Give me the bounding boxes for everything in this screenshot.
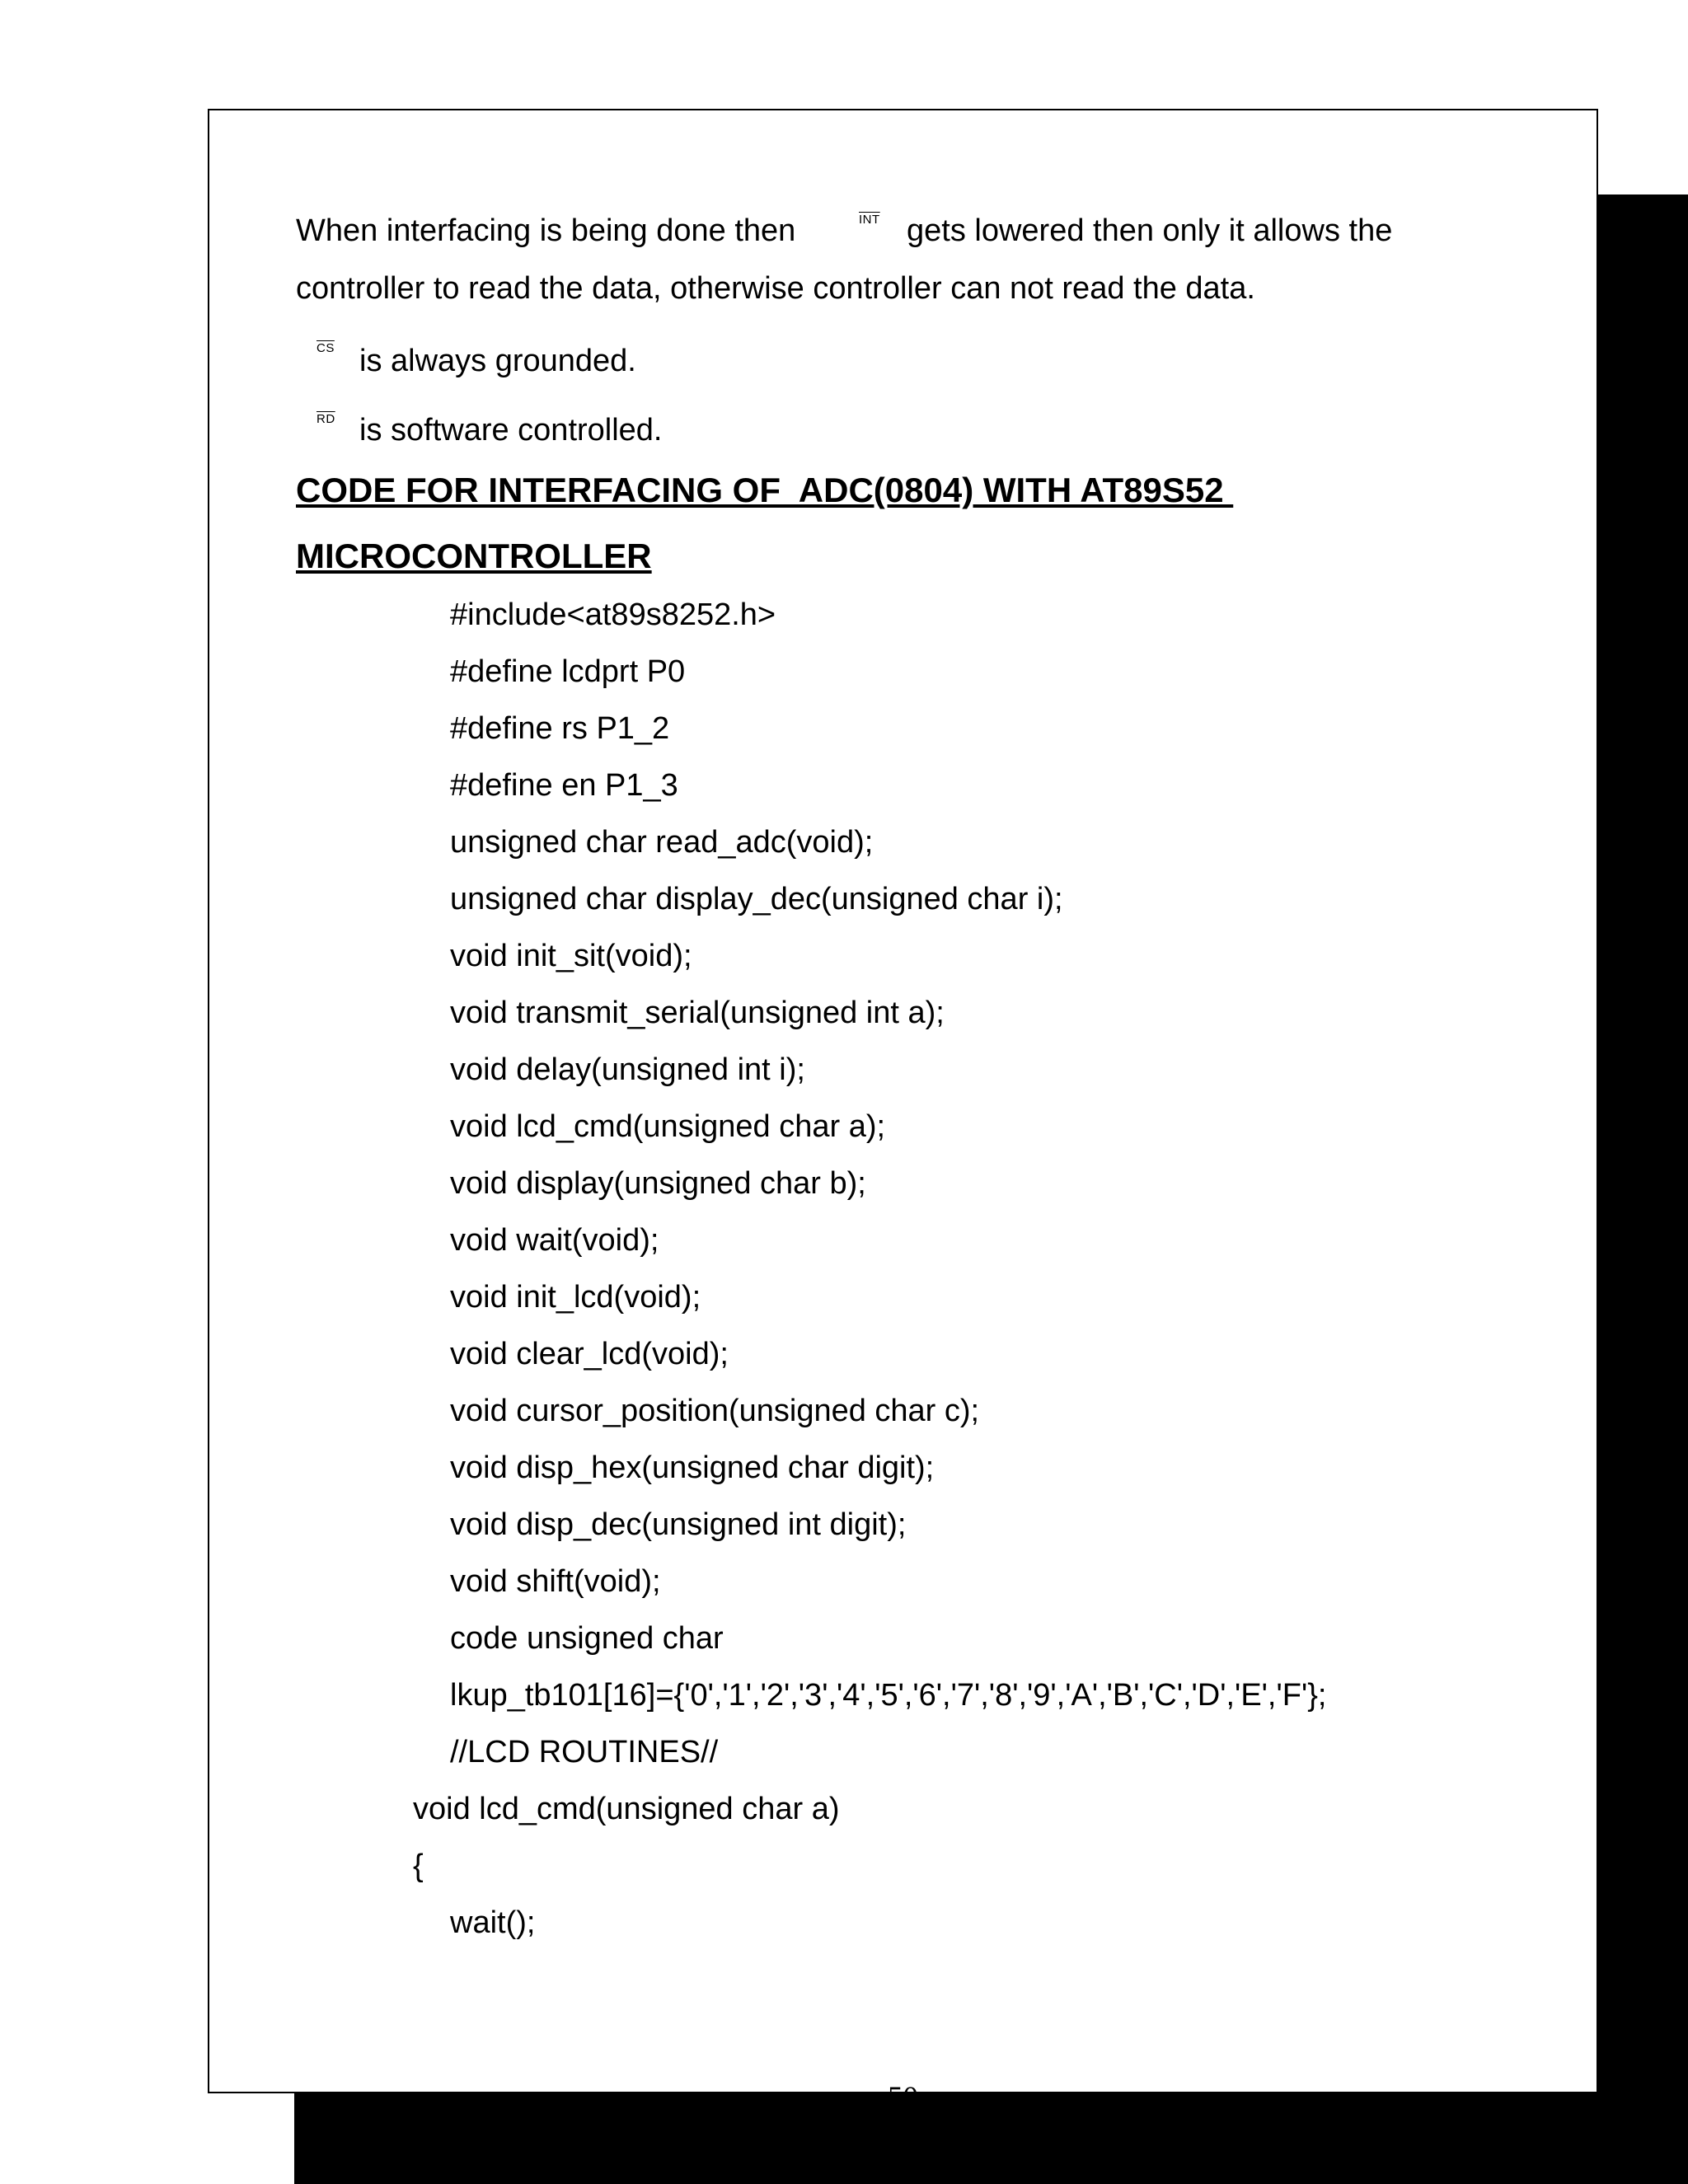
code-line: code unsigned char (450, 1621, 724, 1656)
intro-line-1-start: When interfacing is being done then (296, 213, 796, 248)
code-line: unsigned char read_adc(void); (450, 825, 874, 860)
code-line: void wait(void); (450, 1223, 659, 1258)
code-line: unsigned char display_dec(unsigned char i); (450, 882, 1063, 916)
code-line: #include<at89s8252.h> (450, 598, 776, 632)
intro-line-1-end: gets lowered then only it allows the (907, 213, 1393, 248)
code-line: void shift(void); (450, 1564, 661, 1599)
code-line: void cursor_position(unsigned char c); (450, 1394, 980, 1428)
rd-text: is software controlled. (359, 413, 663, 448)
code-line: void init_lcd(void); (450, 1280, 701, 1315)
code-line: void disp_dec(unsigned int digit); (450, 1507, 907, 1542)
code-line: #define lcdprt P0 (450, 654, 686, 689)
intro-line-2: controller to read the data, otherwise controller can not read the data. (296, 271, 1255, 306)
code-line: lkup_tb101[16]={'0','1','2','3','4','5','6','7','8','9','A','B','C','D','E','F'}; (450, 1678, 1327, 1713)
code-line: #define en P1_3 (450, 768, 678, 803)
code-line: void lcd_cmd(unsigned char a) (413, 1792, 840, 1826)
code-line: void transmit_serial(unsigned int a); (450, 996, 945, 1030)
int-signal-label: $\overline{INT}$ (859, 213, 880, 227)
section-heading-line-1: CODE FOR INTERFACING OF ADC(0804) WITH AT89S52 (296, 471, 1234, 509)
code-line: void init_sit(void); (450, 939, 692, 973)
rd-signal-label: $\overline{RD}$ (316, 412, 335, 426)
page-shadow-right (1598, 194, 1688, 2184)
section-heading-line-2: MICROCONTROLLER (296, 537, 652, 575)
code-line: #define rs P1_2 (450, 711, 670, 746)
code-line: { (413, 1849, 424, 1883)
code-line: void delay(unsigned int i); (450, 1052, 805, 1087)
code-line: void lcd_cmd(unsigned char a); (450, 1109, 886, 1144)
code-line: wait(); (450, 1905, 536, 1940)
cs-text: is always grounded. (359, 344, 636, 378)
code-line: void disp_hex(unsigned char digit); (450, 1451, 935, 1485)
code-line: void clear_lcd(void); (450, 1337, 729, 1371)
document-page (208, 109, 1598, 2115)
code-line: void display(unsigned char b); (450, 1166, 866, 1201)
code-line: //LCD ROUTINES// (450, 1735, 719, 1769)
page-number: 50 (888, 2081, 918, 2115)
cs-signal-label: $\overline{CS}$ (316, 341, 335, 355)
